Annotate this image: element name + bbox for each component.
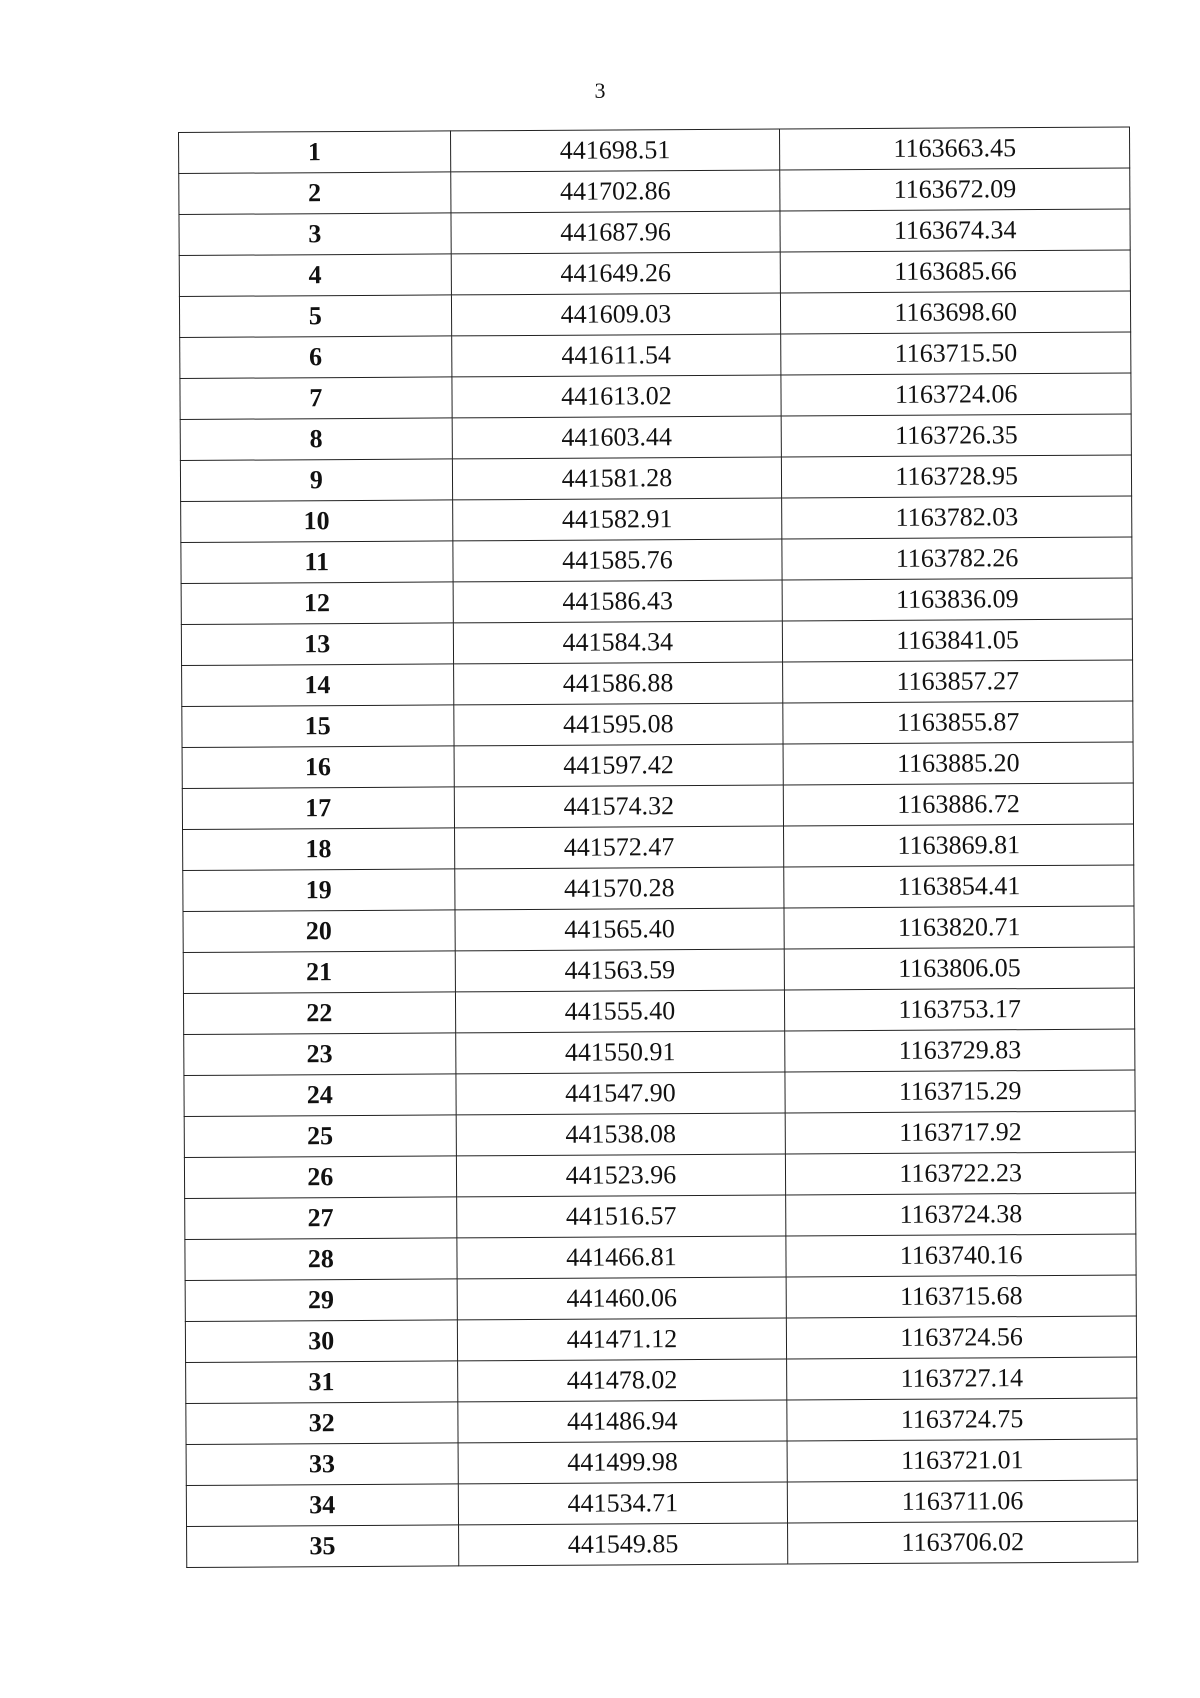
y-coordinate-cell: 1163728.95 [782, 455, 1132, 498]
x-coordinate-cell: 441687.96 [451, 211, 781, 254]
y-coordinate-cell: 1163753.17 [785, 988, 1135, 1031]
table-row [183, 865, 1134, 911]
x-coordinate-cell: 441547.90 [456, 1072, 786, 1115]
y-coordinate-cell: 1163729.83 [785, 1029, 1135, 1072]
y-coordinate-cell: 1163869.81 [784, 824, 1134, 867]
x-coordinate-cell: 441471.12 [457, 1318, 787, 1361]
page-number: 3 [594, 78, 606, 103]
table-row [186, 1357, 1137, 1403]
x-coordinate-cell: 441523.96 [456, 1154, 786, 1197]
point-number-cell: 27 [185, 1197, 457, 1240]
x-coordinate-cell: 441555.40 [455, 990, 785, 1033]
y-coordinate-cell: 1163854.41 [784, 865, 1134, 908]
point-number-cell: 30 [185, 1320, 457, 1363]
point-number-cell: 24 [184, 1074, 456, 1117]
point-number-cell: 4 [179, 254, 451, 297]
x-coordinate-cell: 441584.34 [453, 621, 783, 664]
point-number-cell: 11 [181, 541, 453, 584]
point-number-cell: 34 [186, 1484, 458, 1527]
table-row [184, 1070, 1135, 1116]
x-coordinate-cell: 441466.81 [456, 1236, 786, 1279]
x-coordinate-cell: 441570.28 [454, 867, 784, 910]
table-row [179, 209, 1130, 255]
table-row [184, 1152, 1135, 1198]
y-coordinate-cell: 1163685.66 [780, 250, 1130, 293]
point-number-cell: 12 [181, 582, 453, 625]
table-row [185, 1316, 1136, 1362]
point-number-cell: 18 [183, 828, 455, 871]
x-coordinate-cell: 441597.42 [454, 744, 784, 787]
point-number-cell: 20 [183, 910, 455, 953]
table-row [184, 1029, 1135, 1075]
table-row [187, 1521, 1138, 1567]
point-number-cell: 7 [180, 377, 452, 420]
x-coordinate-cell: 441609.03 [451, 293, 781, 336]
x-coordinate-cell: 441582.91 [452, 498, 782, 541]
y-coordinate-cell: 1163721.01 [787, 1439, 1137, 1482]
y-coordinate-cell: 1163886.72 [784, 783, 1134, 826]
y-coordinate-cell: 1163724.56 [787, 1316, 1137, 1359]
table-row [186, 1480, 1137, 1526]
x-coordinate-cell: 441586.88 [453, 662, 783, 705]
point-number-cell: 35 [187, 1525, 459, 1568]
x-coordinate-cell: 441549.85 [458, 1523, 788, 1566]
point-number-cell: 26 [184, 1156, 456, 1199]
x-coordinate-cell: 441581.28 [452, 457, 782, 500]
table-row [182, 660, 1133, 706]
x-coordinate-cell: 441516.57 [456, 1195, 786, 1238]
point-number-cell: 19 [183, 869, 455, 912]
table-row [180, 414, 1131, 460]
point-number-cell: 5 [179, 295, 451, 338]
table-row [179, 291, 1130, 337]
y-coordinate-cell: 1163841.05 [783, 619, 1133, 662]
y-coordinate-cell: 1163722.23 [786, 1152, 1136, 1195]
x-coordinate-cell: 441586.43 [453, 580, 783, 623]
table-row [185, 1275, 1136, 1321]
x-coordinate-cell: 441550.91 [455, 1031, 785, 1074]
y-coordinate-cell: 1163855.87 [783, 701, 1133, 744]
point-number-cell: 21 [183, 951, 455, 994]
x-coordinate-cell: 441574.32 [454, 785, 784, 828]
point-number-cell: 32 [186, 1402, 458, 1445]
y-coordinate-cell: 1163663.45 [780, 127, 1130, 170]
table-row [179, 168, 1130, 214]
table-row [186, 1398, 1137, 1444]
table-row [181, 578, 1132, 624]
table-row [182, 701, 1133, 747]
y-coordinate-cell: 1163715.50 [781, 332, 1131, 375]
table-row [180, 332, 1131, 378]
table-row [182, 783, 1133, 829]
x-coordinate-cell: 441702.86 [450, 170, 780, 213]
x-coordinate-cell: 441486.94 [457, 1400, 787, 1443]
point-number-cell: 25 [184, 1115, 456, 1158]
point-number-cell: 33 [186, 1443, 458, 1486]
table-row [181, 619, 1132, 665]
point-number-cell: 1 [179, 131, 451, 174]
point-number-cell: 14 [182, 664, 454, 707]
y-coordinate-cell: 1163711.06 [788, 1480, 1138, 1523]
y-coordinate-cell: 1163724.06 [781, 373, 1131, 416]
table-row [183, 906, 1134, 952]
table-row [179, 127, 1130, 173]
y-coordinate-cell: 1163782.26 [782, 537, 1132, 580]
point-number-cell: 31 [186, 1361, 458, 1404]
y-coordinate-cell: 1163724.75 [787, 1398, 1137, 1441]
point-number-cell: 22 [183, 992, 455, 1035]
y-coordinate-cell: 1163806.05 [785, 947, 1135, 990]
point-number-cell: 13 [181, 623, 453, 666]
table-row [185, 1234, 1136, 1280]
x-coordinate-cell: 441460.06 [457, 1277, 787, 1320]
y-coordinate-cell: 1163727.14 [787, 1357, 1137, 1400]
table-row [182, 742, 1133, 788]
point-number-cell: 8 [180, 418, 452, 461]
table-row [181, 537, 1132, 583]
x-coordinate-cell: 441572.47 [454, 826, 784, 869]
y-coordinate-cell: 1163820.71 [784, 906, 1134, 949]
table-row [183, 988, 1134, 1034]
y-coordinate-cell: 1163724.38 [786, 1193, 1136, 1236]
point-number-cell: 3 [179, 213, 451, 256]
y-coordinate-cell: 1163857.27 [783, 660, 1133, 703]
x-coordinate-cell: 441499.98 [458, 1441, 788, 1484]
x-coordinate-cell: 441538.08 [456, 1113, 786, 1156]
point-number-cell: 2 [179, 172, 451, 215]
x-coordinate-cell: 441698.51 [450, 129, 780, 172]
y-coordinate-cell: 1163836.09 [782, 578, 1132, 621]
y-coordinate-cell: 1163715.68 [786, 1275, 1136, 1318]
y-coordinate-cell: 1163782.03 [782, 496, 1132, 539]
x-coordinate-cell: 441649.26 [451, 252, 781, 295]
point-number-cell: 15 [182, 705, 454, 748]
table-row [180, 373, 1131, 419]
table-row [181, 496, 1132, 542]
coordinates-table-body [179, 127, 1138, 1567]
x-coordinate-cell: 441585.76 [452, 539, 782, 582]
point-number-cell: 6 [180, 336, 452, 379]
x-coordinate-cell: 441563.59 [455, 949, 785, 992]
point-number-cell: 23 [184, 1033, 456, 1076]
table-row [185, 1193, 1136, 1239]
table-row [184, 1111, 1135, 1157]
table-row [183, 824, 1134, 870]
x-coordinate-cell: 441478.02 [457, 1359, 787, 1402]
y-coordinate-cell: 1163715.29 [785, 1070, 1135, 1113]
x-coordinate-cell: 441613.02 [451, 375, 781, 418]
x-coordinate-cell: 441611.54 [451, 334, 781, 377]
x-coordinate-cell: 441565.40 [455, 908, 785, 951]
point-number-cell: 16 [182, 746, 454, 789]
point-number-cell: 9 [180, 459, 452, 502]
y-coordinate-cell: 1163698.60 [781, 291, 1131, 334]
point-number-cell: 28 [185, 1238, 457, 1281]
point-number-cell: 10 [181, 500, 453, 543]
y-coordinate-cell: 1163726.35 [781, 414, 1131, 457]
point-number-cell: 17 [182, 787, 454, 830]
y-coordinate-cell: 1163740.16 [786, 1234, 1136, 1277]
x-coordinate-cell: 441534.71 [458, 1482, 788, 1525]
y-coordinate-cell: 1163885.20 [783, 742, 1133, 785]
x-coordinate-cell: 441603.44 [452, 416, 782, 459]
table-row [186, 1439, 1137, 1485]
y-coordinate-cell: 1163674.34 [780, 209, 1130, 252]
table-row [179, 250, 1130, 296]
table-row [180, 455, 1131, 501]
x-coordinate-cell: 441595.08 [453, 703, 783, 746]
y-coordinate-cell: 1163672.09 [780, 168, 1130, 211]
y-coordinate-cell: 1163717.92 [785, 1111, 1135, 1154]
table-row [183, 947, 1134, 993]
point-number-cell: 29 [185, 1279, 457, 1322]
y-coordinate-cell: 1163706.02 [788, 1521, 1138, 1564]
coordinates-table [178, 127, 1138, 1568]
